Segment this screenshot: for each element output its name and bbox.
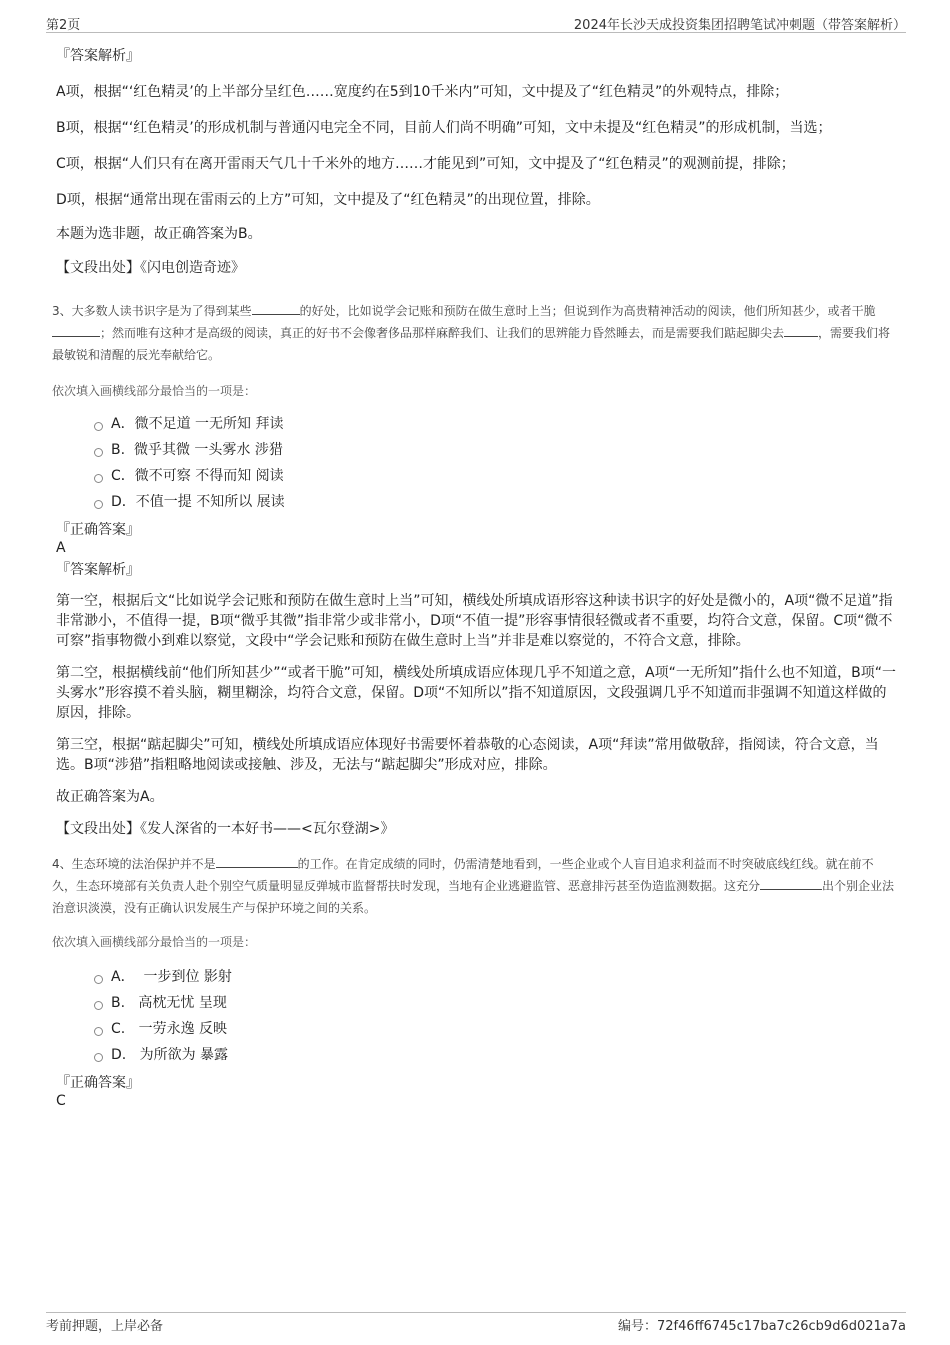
q4-stem-part2: 的工作。在肯定成绩的同时，仍需清楚地看到，一些企业或个人盲目追求利益而不时突破底线红线。就在前不久，生态环境部有关负责人赴个别空气质量明显反弹城市监督帮扶时发现，当地有企业逃避监管、恶意排污甚至伪造监测数据。这充分 bbox=[52, 857, 874, 893]
q3-analysis-p1: 第一空，根据后文“比如说学会记账和预防在做生意时上当”可知，横线处所填成语形容这种读书识字的好处是微小的，A项“微不足道”指非常渺小，不值得一提，B项“微乎其微”指非常少或非常小，D项“不值一提”形容事情很轻微或者不重要，均符合文意，保留。C项“微不可察”指事物微小到难以察觉，文段中“学会记账和预防在做生意时上当”并非是难以察觉的，不符合文意，排除。 bbox=[56, 593, 893, 649]
q4-option-c[interactable] bbox=[94, 1016, 896, 1042]
q3-analysis-p2: 第二空，根据横线前“他们所知甚少”“或者干脆”可知，横线处所填成语应体现几乎不知道之意，A项“一无所知”指什么也不知道，B项“一头雾水”形容摸不着头脑，糊里糊涂，均符合文意，保留。D项“不知所以”指不知道原因，文段强调几乎不知道而非强调不知道这样做的原因，排除。 bbox=[56, 665, 896, 721]
q3-option-b[interactable] bbox=[94, 437, 896, 463]
q3-conclusion: 故正确答案为A。 bbox=[56, 789, 164, 805]
radio-icon[interactable] bbox=[94, 422, 103, 431]
q4-prompt: 依次填入画横线部分最恰当的一项是： bbox=[52, 935, 257, 949]
q4-option-b[interactable] bbox=[94, 990, 896, 1016]
q4-blank-2 bbox=[760, 875, 822, 890]
page-number: 第2页 bbox=[46, 18, 81, 33]
q4-stem-part3: 出个别企业法治意识淡漠，没有正确认识发展生产与保护环境之间的关系。 bbox=[52, 879, 895, 915]
q4-option-d[interactable] bbox=[94, 1042, 896, 1068]
footer-serial: 编号：72f46ff6745c17ba7c26cb9d6d021a7a bbox=[617, 1319, 906, 1334]
q4-option-d-label: D. 为所欲为 暴露 bbox=[111, 1047, 229, 1063]
q3-stem-part1: 3、大多数人读书识字是为了得到某些 bbox=[52, 304, 252, 318]
q2-analysis-c: C项，根据“人们只有在离开雷雨天气几十千米外的地方……才能见到”可知，文中提及了“红色精灵”的观测前提，排除； bbox=[56, 156, 795, 172]
footer-slogan: 考前押题，上岸必备 bbox=[46, 1319, 164, 1334]
q4-option-a-label: A． 一步到位 影射 bbox=[111, 969, 232, 985]
q3-blank-1 bbox=[252, 300, 300, 315]
q3-correct-title: 『正确答案』 bbox=[56, 522, 140, 538]
q3-option-a[interactable] bbox=[94, 411, 896, 437]
q2-analysis-a: A项，根据“‘红色精灵’的上半部分呈红色……宽度约在5到10千米内”可知，文中提及了“红色精灵”的外观特点，排除； bbox=[56, 84, 789, 100]
q2-analysis-d: D项，根据“通常出现在雷雨云的上方”可知，文中提及了“红色精灵”的出现位置，排除。 bbox=[56, 192, 600, 208]
radio-icon[interactable] bbox=[94, 1053, 103, 1062]
q3-option-c-label: C．微不可察 不得而知 阅读 bbox=[111, 468, 284, 484]
q4-correct-answer: C bbox=[56, 1093, 66, 1109]
q3-stem-part3: ；然而唯有这种才是高级的阅读，真正的好书不会像奢侈品那样麻醉我们、让我们的思辨能力昏然睡去，而是需要我们踮起脚尖去 bbox=[100, 326, 785, 340]
q3-correct-answer: A bbox=[56, 540, 66, 556]
radio-icon[interactable] bbox=[94, 448, 103, 457]
q4-blank-1 bbox=[216, 853, 298, 868]
q2-analysis-title: 『答案解析』 bbox=[56, 48, 140, 64]
q2-source: 【文段出处】《闪电创造奇迹》 bbox=[56, 260, 245, 276]
q4-options bbox=[94, 964, 896, 1068]
radio-icon[interactable] bbox=[94, 500, 103, 509]
q3-stem bbox=[52, 300, 896, 366]
q4-option-c-label: C. 一劳永逸 反映 bbox=[111, 1021, 228, 1037]
document-title: 2024年长沙天成投资集团招聘笔试冲刺题（带答案解析） bbox=[573, 18, 906, 33]
q4-stem-part1: 4、生态环境的法治保护并不是 bbox=[52, 857, 216, 871]
q3-analysis-title: 『答案解析』 bbox=[56, 562, 140, 578]
document-body bbox=[52, 44, 896, 1110]
q3-option-b-label: B. 微乎其微 一头雾水 涉猎 bbox=[111, 442, 283, 458]
q2-conclusion: 本题为选非题，故正确答案为B。 bbox=[56, 226, 262, 242]
page-footer bbox=[46, 1312, 906, 1333]
page-header bbox=[46, 12, 906, 33]
q4-correct-title: 『正确答案』 bbox=[56, 1075, 140, 1091]
radio-icon[interactable] bbox=[94, 975, 103, 984]
q2-analysis-b: B项，根据“‘红色精灵’的形成机制与普通闪电完全不同，目前人们尚不明确”可知，文中未提及“红色精灵”的形成机制，当选； bbox=[56, 120, 832, 136]
q4-option-a[interactable] bbox=[94, 964, 896, 990]
radio-icon[interactable] bbox=[94, 1001, 103, 1010]
q3-blank-2 bbox=[52, 322, 100, 337]
q3-source: 【文段出处】《发人深省的一本好书——<瓦尔登湖>》 bbox=[56, 821, 395, 837]
q3-stem-part2: 的好处，比如说学会记账和预防在做生意时上当；但说到作为高贵精神活动的阅读，他们所知甚少，或者干脆 bbox=[299, 304, 876, 318]
q3-prompt: 依次填入画横线部分最恰当的一项是： bbox=[52, 384, 257, 398]
q3-blank-3 bbox=[784, 322, 818, 337]
q3-stem-part4: ，需要我们将最敏锐和清醒的辰光奉献给它。 bbox=[52, 326, 891, 362]
q3-option-a-label: A．微不足道 一无所知 拜读 bbox=[111, 416, 284, 432]
q3-analysis-p3: 第三空，根据“踮起脚尖”可知，横线处所填成语应体现好书需要怀着恭敬的心态阅读，A项“拜读”常用做敬辞，指阅读，符合文意，当选。B项“涉猎”指粗略地阅读或接触、涉及，无法与“踮起脚尖”形成对应，排除。 bbox=[56, 737, 879, 773]
radio-icon[interactable] bbox=[94, 1027, 103, 1036]
q4-stem bbox=[52, 853, 896, 919]
radio-icon[interactable] bbox=[94, 474, 103, 483]
q4-option-b-label: B. 高枕无忧 呈现 bbox=[111, 995, 227, 1011]
q3-options bbox=[94, 411, 896, 515]
q3-option-c[interactable] bbox=[94, 463, 896, 489]
q3-option-d-label: D．不值一提 不知所以 展读 bbox=[111, 494, 285, 510]
q3-option-d[interactable] bbox=[94, 489, 896, 515]
